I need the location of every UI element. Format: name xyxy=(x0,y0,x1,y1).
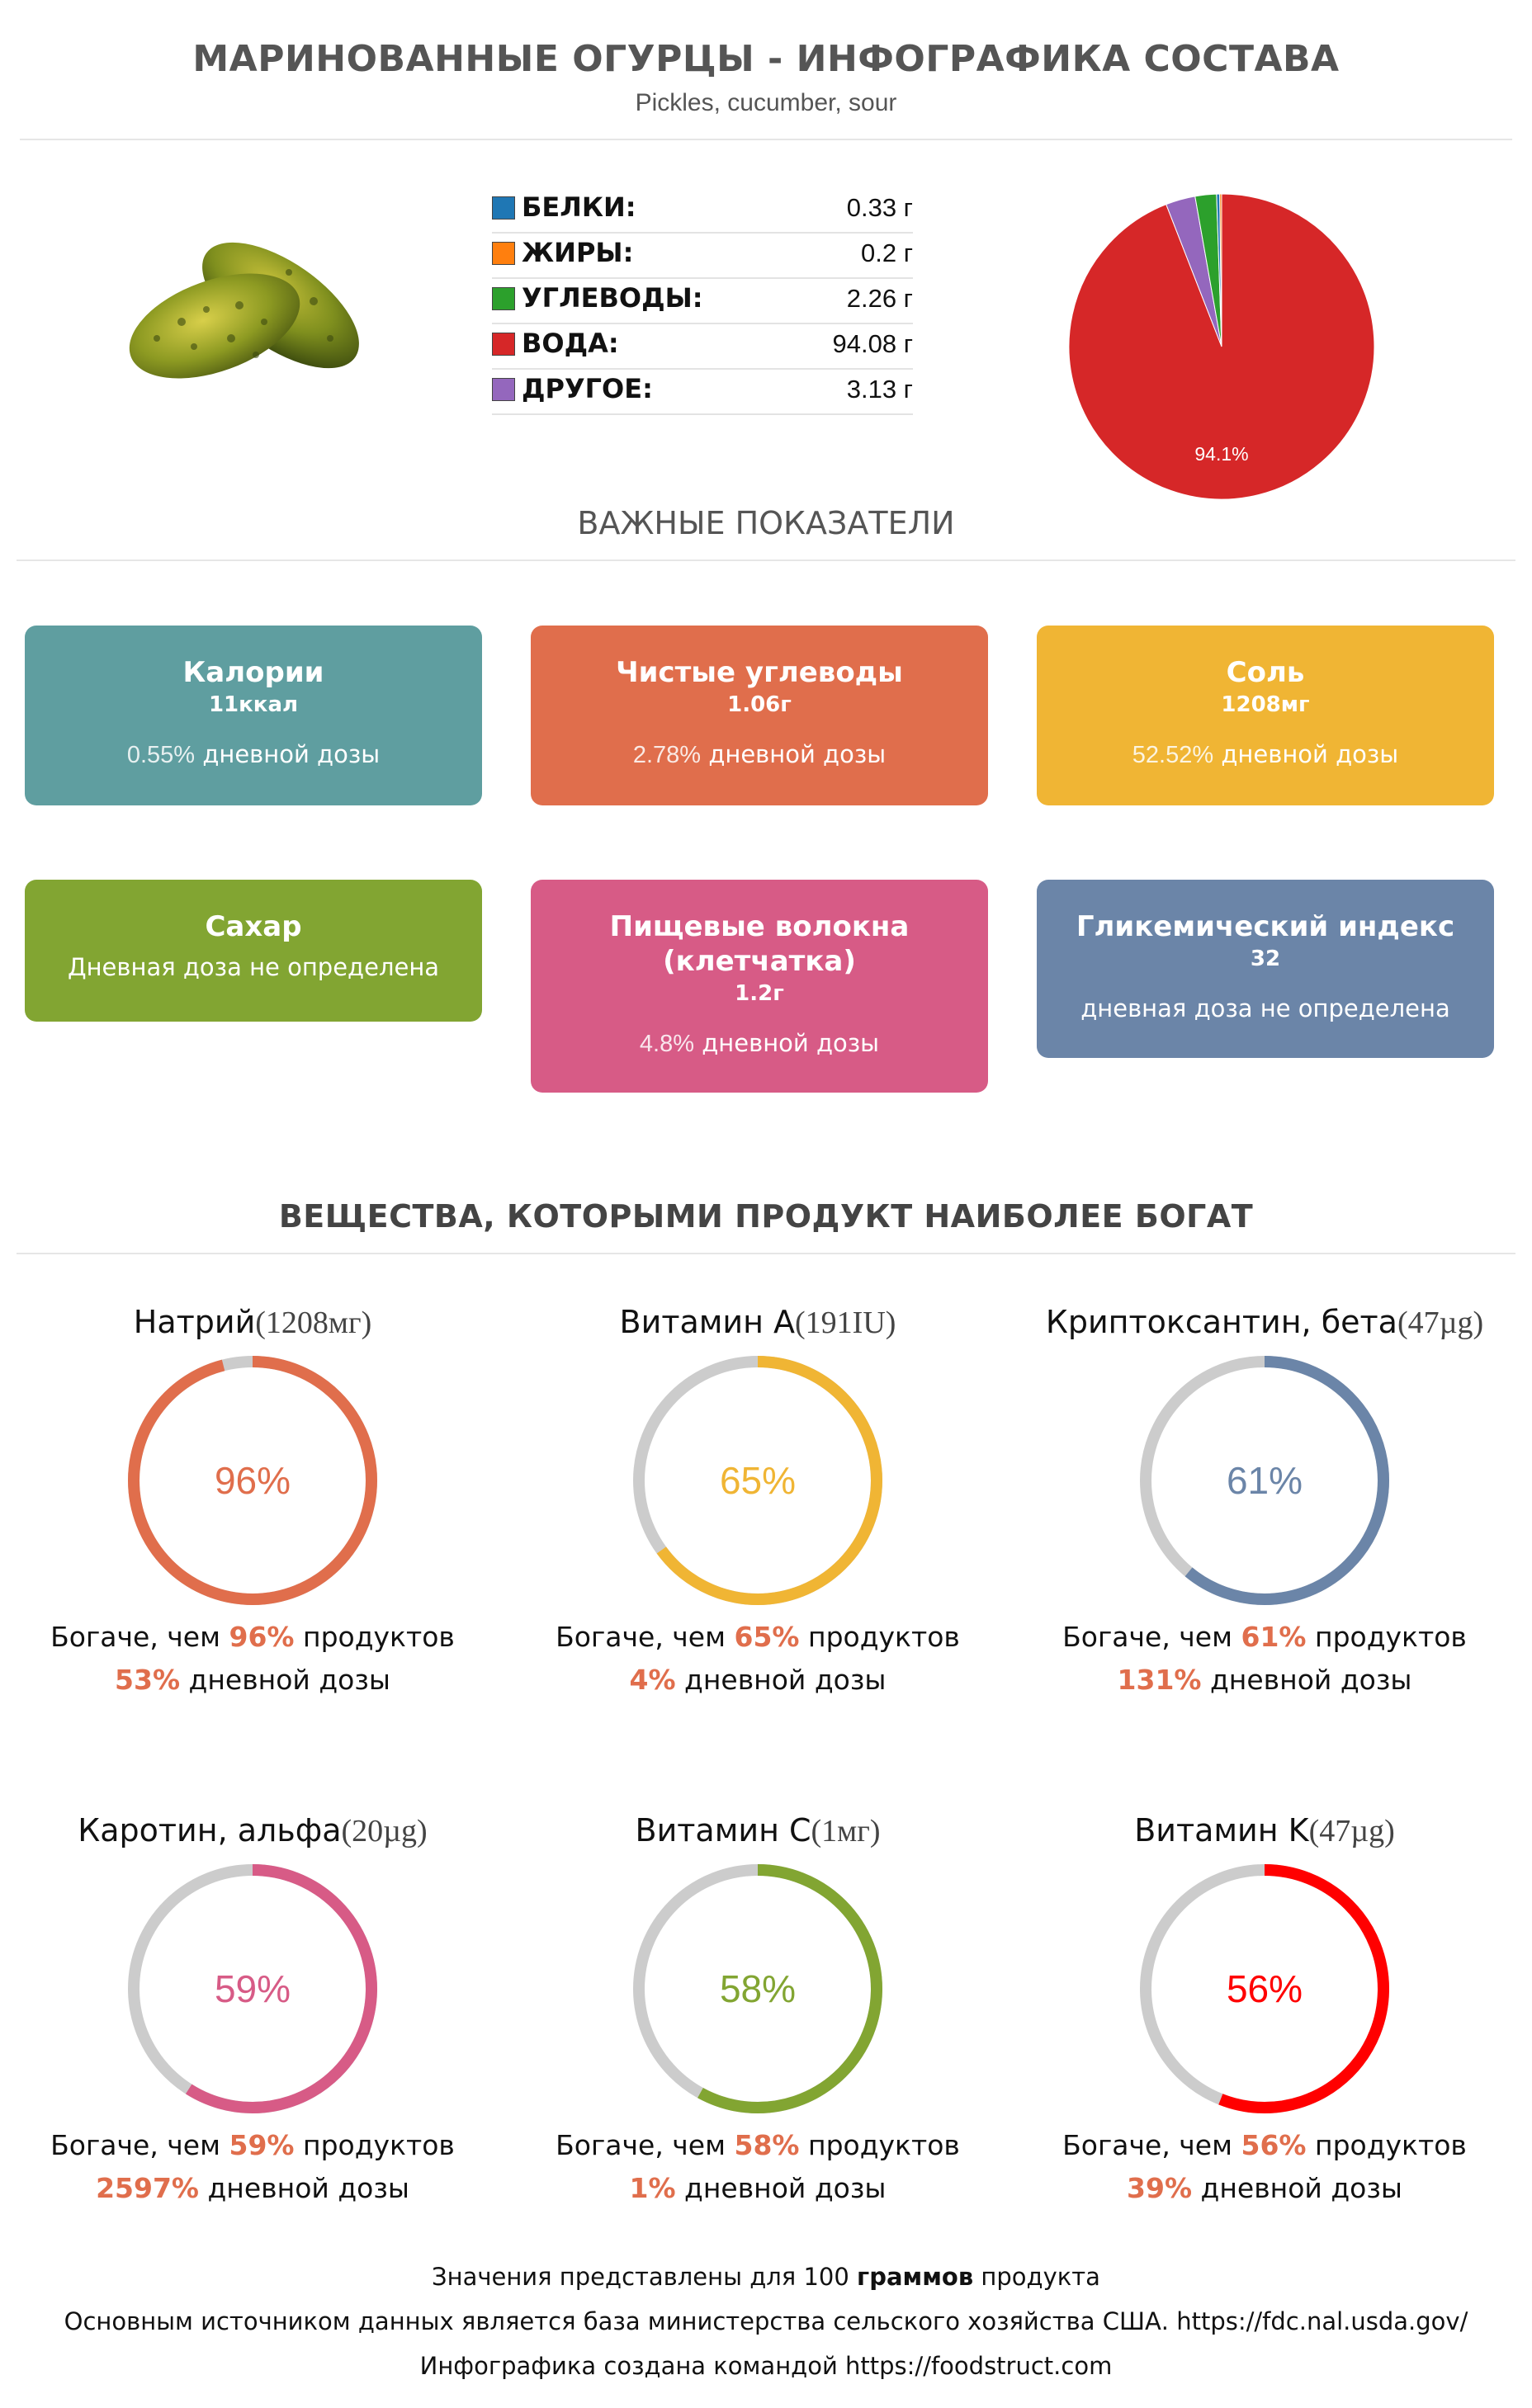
vitamin-a-ring xyxy=(626,1348,890,1612)
card-glycemic-index xyxy=(1037,880,1494,1058)
macro-label: БЕЛКИ: xyxy=(522,191,636,223)
cryptoxanthin-ring xyxy=(1132,1348,1397,1612)
nutrient-block-vitamin-c xyxy=(510,1812,1005,1849)
ring-percent-label: 96% xyxy=(214,1459,291,1502)
card-net-carbs xyxy=(531,626,988,805)
macro-value: 2.26 г xyxy=(846,284,913,313)
water-swatch xyxy=(492,333,515,356)
footer-source: Основным источником данных является база министерства сельского хозяйства США. https://fdc.nal.usda.gov/ xyxy=(64,2307,1468,2335)
daily-dose: 39% дневной дозы xyxy=(1127,2172,1402,2204)
card-value: 1.06г xyxy=(727,692,792,717)
nutrient-name: Витамин K(47µg) xyxy=(1134,1812,1395,1848)
rich-section-title: ВЕЩЕСТВА, КОТОРЫМИ ПРОДУКТ НАИБОЛЕЕ БОГАТ xyxy=(278,1198,1254,1235)
ring-percent-label: 65% xyxy=(719,1459,797,1502)
macro-row-water xyxy=(492,323,913,370)
card-note: 0.55% дневной дозы xyxy=(126,740,381,768)
nutrient-name: Каротин, альфа(20µg) xyxy=(78,1812,428,1848)
card-title: Соль xyxy=(1226,656,1305,689)
macro-row-carbs xyxy=(492,277,913,324)
card-title: Гликемический индекс xyxy=(1076,910,1455,943)
page-title: МАРИНОВАННЫЕ ОГУРЦЫ - ИНФОГРАФИКА СОСТАВА xyxy=(192,38,1340,80)
daily-dose: 1% дневной дозы xyxy=(629,2172,887,2204)
daily-dose: 4% дневной дозы xyxy=(629,1664,887,1696)
macro-label: ДРУГОЕ: xyxy=(522,373,653,404)
macro-label: УГЛЕВОДЫ: xyxy=(522,282,703,314)
richer-than: Богаче, чем 59% продуктов xyxy=(50,2129,455,2161)
nutrient-stats-alpha-carotene xyxy=(5,2124,500,2210)
card-title: Калории xyxy=(182,656,324,689)
nutrient-stats-vitamin-k xyxy=(1017,2124,1512,2210)
nutrient-stats-vitamin-a xyxy=(510,1616,1005,1702)
nutrient-name: Витамин A(191IU) xyxy=(619,1304,896,1340)
card-value: 11ккал xyxy=(208,692,299,717)
nutrient-stats-sodium xyxy=(5,1616,500,1702)
richer-than: Богаче, чем 56% продуктов xyxy=(1062,2129,1467,2161)
header-divider xyxy=(20,139,1512,140)
nutrient-name: Натрий(1208мг) xyxy=(133,1304,372,1340)
key-section-title: ВАЖНЫЕ ПОКАЗАТЕЛИ xyxy=(577,505,955,541)
nutrient-block-vitamin-k xyxy=(1017,1812,1512,1849)
card-value: 1.2г xyxy=(735,981,784,1006)
macro-row-protein xyxy=(492,187,913,234)
card-title: Пищевые волокна (клетчатка) xyxy=(609,910,910,978)
nutrient-block-alpha-carotene xyxy=(5,1812,500,1849)
section-divider xyxy=(17,560,1515,561)
ring-percent-label: 56% xyxy=(1226,1967,1303,2010)
nutrient-name: Криптоксантин, бета(47µg) xyxy=(1045,1304,1484,1340)
nutrient-stats-vitamin-c xyxy=(510,2124,1005,2210)
macro-value: 0.2 г xyxy=(860,238,913,267)
nutrient-stats-cryptoxanthin xyxy=(1017,1616,1512,1702)
macro-value: 0.33 г xyxy=(846,193,913,222)
pickle-image xyxy=(124,223,371,396)
protein-swatch xyxy=(492,196,515,220)
page-subtitle: Pickles, cucumber, sour xyxy=(635,89,897,116)
card-title: Сахар xyxy=(205,910,302,943)
fat-swatch xyxy=(492,242,515,265)
macro-value: 94.08 г xyxy=(832,329,913,358)
nutrient-block-vitamin-a xyxy=(510,1304,1005,1341)
card-value: 1208мг xyxy=(1221,692,1310,717)
vitamin-k-ring xyxy=(1132,1857,1397,2121)
card-note: 4.8% дневной дозы xyxy=(639,1029,880,1057)
sodium-ring xyxy=(121,1348,385,1612)
ring-percent-label: 59% xyxy=(214,1967,291,2010)
richer-than: Богаче, чем 96% продуктов xyxy=(50,1621,455,1653)
vitamin-c-ring xyxy=(626,1857,890,2121)
macro-label: ВОДА: xyxy=(522,328,619,359)
macro-value: 3.13 г xyxy=(846,375,913,404)
carbs-swatch xyxy=(492,287,515,310)
card-note: Дневная доза не определена xyxy=(67,953,440,981)
daily-dose: 2597% дневной дозы xyxy=(96,2172,409,2204)
richer-than: Богаче, чем 65% продуктов xyxy=(556,1621,960,1653)
macro-label: ЖИРЫ: xyxy=(522,237,634,268)
nutrient-block-cryptoxanthin xyxy=(1017,1304,1512,1341)
daily-dose: 53% дневной дозы xyxy=(115,1664,390,1696)
section-divider xyxy=(17,1253,1515,1254)
alpha-carotene-ring xyxy=(121,1857,385,2121)
ring-percent-label: 58% xyxy=(719,1967,797,2010)
card-sugar xyxy=(25,880,482,1022)
nutrient-block-sodium xyxy=(5,1304,500,1341)
card-calories xyxy=(25,626,482,805)
pie-slice-label: 94.1% xyxy=(1194,443,1249,465)
macro-row-fat xyxy=(492,232,913,279)
other-swatch xyxy=(492,378,515,401)
card-note: дневная доза не определена xyxy=(1080,994,1450,1022)
card-note: 2.78% дневной дозы xyxy=(632,740,887,768)
daily-dose: 131% дневной дозы xyxy=(1117,1664,1412,1696)
footer-serving-note: Значения представлены для 100 граммов продукта xyxy=(432,2263,1100,2291)
richer-than: Богаче, чем 61% продуктов xyxy=(1062,1621,1467,1653)
card-salt xyxy=(1037,626,1494,805)
card-note: 52.52% дневной дозы xyxy=(1132,740,1399,768)
macro-row-other xyxy=(492,368,913,415)
ring-percent-label: 61% xyxy=(1226,1459,1303,1502)
richer-than: Богаче, чем 58% продуктов xyxy=(556,2129,960,2161)
card-fiber xyxy=(531,880,988,1093)
footer-credit: Инфографика создана командой https://foodstruct.com xyxy=(419,2352,1113,2380)
composition-pie-chart xyxy=(1057,182,1387,512)
nutrient-name: Витамин C(1мг) xyxy=(635,1812,881,1848)
card-title: Чистые углеводы xyxy=(616,656,903,689)
card-value: 32 xyxy=(1250,947,1281,971)
